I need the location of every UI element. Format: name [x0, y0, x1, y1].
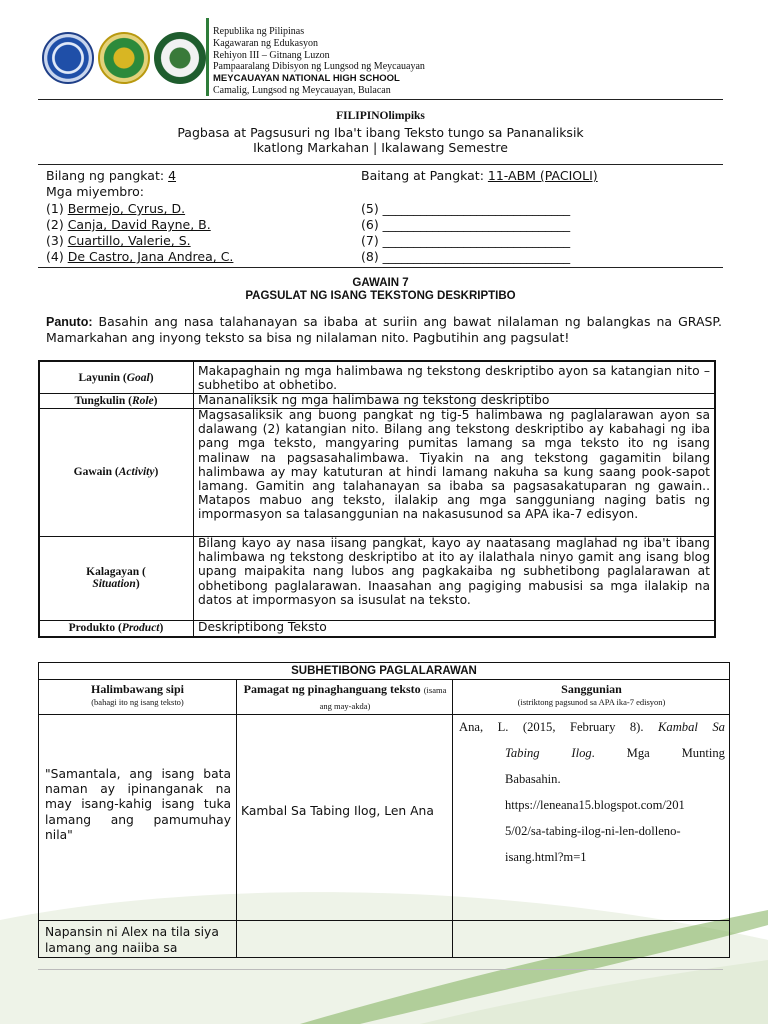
blank-member-item: (7) ______________________________ [361, 233, 571, 248]
subject-title: Pagbasa at Pagsusuri ng Iba't ibang Teksto tungo sa Pananaliksik [177, 125, 584, 140]
activity-title: GAWAIN 7 [352, 277, 409, 289]
instructions-text: Basahin ang nasa talahanayan sa ibaba at suriin ang bawat nilalaman ng balangkas na GRASP. Mamarkahan ang inyong teksto sa bisa ng nilalaman nito. Pagbutihin ang pagsulat! [46, 314, 722, 345]
table-rule [39, 920, 729, 921]
school-seal-icon [154, 32, 206, 84]
column-header-reference: Sanggunian (istriktong pagsunod sa APA ika-7 edisyon) [454, 682, 729, 708]
title-rule [38, 164, 723, 165]
member-item: (3) Cuartillo, Valerie, S. [46, 233, 191, 248]
grasp-text-role: Mananaliksik ng mga halimbawa ng tekstong deskriptibo [198, 393, 550, 407]
footer-rule [38, 969, 723, 970]
blank-member-list [361, 201, 570, 265]
grasp-label-role: Tungkulin (Role) [74, 394, 158, 407]
member-item: (4) De Castro, Jana Andrea, C. [46, 249, 234, 264]
reference-url: 5/02/sa-tabing-ilog-ni-len-dolleno- [505, 824, 681, 838]
column-header-source-title: Pamagat ng pinaghanguang teksto (isama ang may-akda) [243, 682, 447, 711]
group-number-label: Bilang ng pangkat: [46, 168, 169, 183]
grade-section [361, 168, 598, 184]
division-seal-icon [98, 32, 150, 84]
reference-url: https://leneana15.blogspot.com/201 [505, 798, 685, 812]
header-rule [38, 99, 723, 100]
letterhead [38, 18, 722, 98]
letterhead-line: Rehiyon III – Gitnang Luzon [213, 49, 330, 61]
source-title-text: Kambal Sa Tabing Ilog, Len Ana [241, 804, 434, 818]
reference-url: isang.html?m=1 [505, 850, 587, 864]
grasp-label-situation: Kalagayan ( Situation) [86, 566, 146, 590]
table-column-divider [236, 679, 237, 957]
column-note: (istriktong pagsunod sa APA ika-7 edisyon) [517, 697, 666, 707]
column-note: (isama ang may-akda) [319, 685, 447, 711]
school-address: Camalig, Lungsod ng Meycauayan, Bulacan [213, 84, 391, 96]
reference-text: Ana, L. (2015, February 8). Kambal Sa Tabing Ilog. Mga Munting Babasahin. https://leneana15.blogspot.com/201 5/02/sa-tabing-ilog-ni-len-dolleno- isang.html?m=1 [459, 714, 725, 870]
grasp-text-product: Deskriptibong Teksto [198, 620, 327, 634]
grade-section-label: Baitang at Pangkat: [361, 168, 488, 183]
grasp-label-product: Produkto (Product) [68, 622, 164, 634]
table-rule [39, 679, 729, 680]
deped-seal-icon [42, 32, 94, 84]
instructions-label: Panuto: [46, 315, 93, 329]
letterhead-line: Kagawaran ng Edukasyon [213, 37, 318, 49]
column-header-excerpt: Halimbawang sipi (bahagi ito ng isang teksto) [39, 682, 236, 708]
term-title: Ikatlong Markahan | Ikalawang Semestre [253, 140, 508, 155]
blank-member-item: (6) ______________________________ [361, 217, 571, 232]
info-rule [38, 267, 723, 268]
subjective-table [38, 662, 730, 958]
blank-member-item: (8) ______________________________ [361, 249, 571, 264]
group-number-value: 4 [168, 168, 177, 183]
column-note: (bahagi ito ng isang teksto) [91, 697, 184, 707]
letterhead-line: Pampaaralang Dibisyon ng Lungsod ng Meycauayan [213, 61, 425, 73]
excerpt-text: Napansin ni Alex na tila siya lamang ang naiiba sa [45, 925, 219, 955]
excerpt-text: "Samantala, ang isang bata naman ay ipinanganak na may isang-kahig isang tuka lamang ang pamumuhay nila" [45, 767, 231, 842]
member-list [46, 201, 233, 265]
letterhead-divider [206, 18, 209, 96]
letterhead-line: Republika ng Pilipinas [213, 26, 305, 37]
member-item: (1) Bermejo, Cyrus, D. [46, 201, 186, 216]
member-item: (2) Canja, David Rayne, B. [46, 217, 211, 232]
blank-member-item: (5) ______________________________ [361, 201, 571, 216]
table-column-divider [452, 679, 453, 957]
letterhead-text [213, 26, 425, 97]
instructions [46, 314, 722, 345]
subjective-table-heading: SUBHETIBONG PAGLALARAWAN [291, 665, 477, 677]
school-name: MEYCAUAYAN NATIONAL HIGH SCHOOL [213, 73, 400, 85]
grasp-table [38, 360, 716, 638]
grasp-label-goal: Layunin (Goal) [78, 371, 154, 384]
members-label: Mga miyembro: [46, 184, 144, 199]
grasp-column-divider [193, 362, 194, 636]
grasp-text-goal: Makapaghain ng mga halimbawa ng tekstong deskriptibo ayon sa katangian nito – subhetibo at obhetibo. [198, 364, 710, 393]
grasp-label-activity: Gawain (Activity) [73, 466, 159, 478]
grasp-text-activity: Magsasaliksik ang buong pangkat ng tig-5 halimbawa ng paglalarawan ayon sa dalawang (2) katangian nito. Bilang ang tekstong deskriptibo ay kabahagi ng iba pang mga teksto, mangyaring pumitas lamang sa mga teksto ito ng isang malinaw na pagsasahalimbawa. Tiyakin na ang tekstong gagamitin bilang halimbawa ay may katuturan at hindi lamang nakuha sa kung saang pook-sapot lamang. Gamitin ang talahanayan sa ibaba sa pagsasakatuparan ng gawain.. Matapos mabuo ang teksto, ilalakip ang mga sangguniang naging batis ng impormasyon sa talasanggunian na nakasusunod sa APA ika-7 edisyon. [198, 408, 710, 522]
document-title: FILIPINOlimpiks [336, 110, 425, 122]
grasp-text-situation: Bilang kayo ay nasa iisang pangkat, kayo ay naatasang maglahad ng iba't ibang halimbawa ng tekstong deskriptibo at ito ay ilalathala ninyo gamit ang isang blog upang maipakita nang lubos ang pagkakaiba ng subhetibong paglalarawan at obhetibong paglalarawan. Inaasahan ang pagiging mabusisi sa mga ilalakip na datos at impormasyon sa isusulat na teksto. [198, 536, 710, 607]
grade-section-value: 11-ABM (PACIOLI) [487, 168, 598, 183]
activity-subtitle: PAGSULAT NG ISANG TEKSTONG DESKRIPTIBO [245, 290, 516, 302]
group-number [46, 168, 176, 184]
